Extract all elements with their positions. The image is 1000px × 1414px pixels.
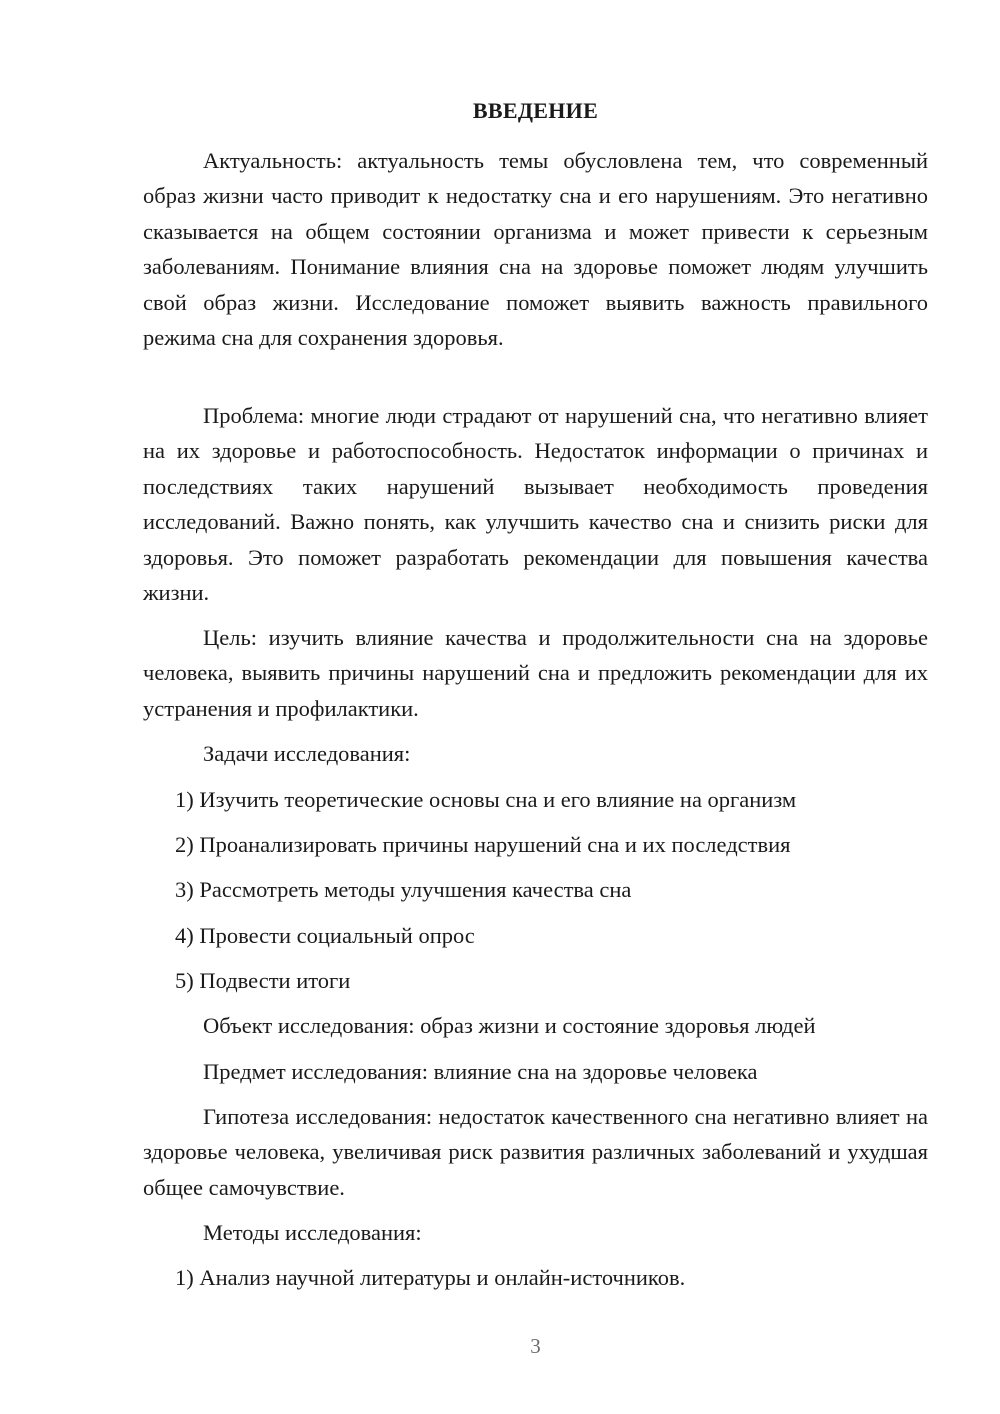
task-item: 1) Изучить теоретические основы сна и его влияние на организм (175, 787, 797, 812)
tasks-heading: Задачи исследования: (203, 741, 411, 766)
task-item: 3) Рассмотреть методы улучшения качества сна (175, 877, 632, 902)
task-item: 5) Подвести итоги (175, 968, 351, 993)
task-item: 2) Проанализировать причины нарушений сна и их последствия (175, 832, 791, 857)
task-item: 4) Провести социальный опрос (175, 923, 475, 948)
problem-paragraph: Проблема: многие люди страдают от нарушений сна, что негативно влияет на их здоровье и работоспособность. Недостаток информации о причинах и последствиях таких нарушений вызывает необходимость проведения исследований. Важно понять, как улучшить качество сна и снизить риски для здоровья. Это поможет разработать рекомендации для повышения качества жизни. (143, 403, 928, 606)
page-number: 3 (530, 1334, 541, 1358)
method-item: 1) Анализ научной литературы и онлайн-источников. (175, 1265, 686, 1290)
section-heading: ВВЕДЕНИЕ (472, 98, 599, 123)
goal-paragraph: Цель: изучить влияние качества и продолжительности сна на здоровье человека, выявить причины нарушений сна и предложить рекомендации для их устранения и профилактики. (143, 625, 928, 721)
research-subject: Предмет исследования: влияние сна на здоровье человека (203, 1059, 758, 1084)
research-object: Объект исследования: образ жизни и состояние здоровья людей (203, 1013, 816, 1038)
document-page (143, 0, 928, 1414)
methods-heading: Методы исследования: (203, 1220, 422, 1245)
hypothesis-paragraph: Гипотеза исследования: недостаток качественного сна негативно влияет на здоровье человека, увеличивая риск развития различных заболеваний и ухудшая общее самочувствие. (143, 1104, 928, 1200)
relevance-paragraph: Актуальность: актуальность темы обусловлена тем, что современный образ жизни часто приводит к недостатку сна и его нарушениям. Это негативно сказывается на общем состоянии организма и может привести к серьезным заболеваниям. Понимание влияния сна на здоровье поможет людям улучшить свой образ жизни. Исследование поможет выявить важность правильного режима сна для сохранения здоровья. (143, 148, 928, 351)
